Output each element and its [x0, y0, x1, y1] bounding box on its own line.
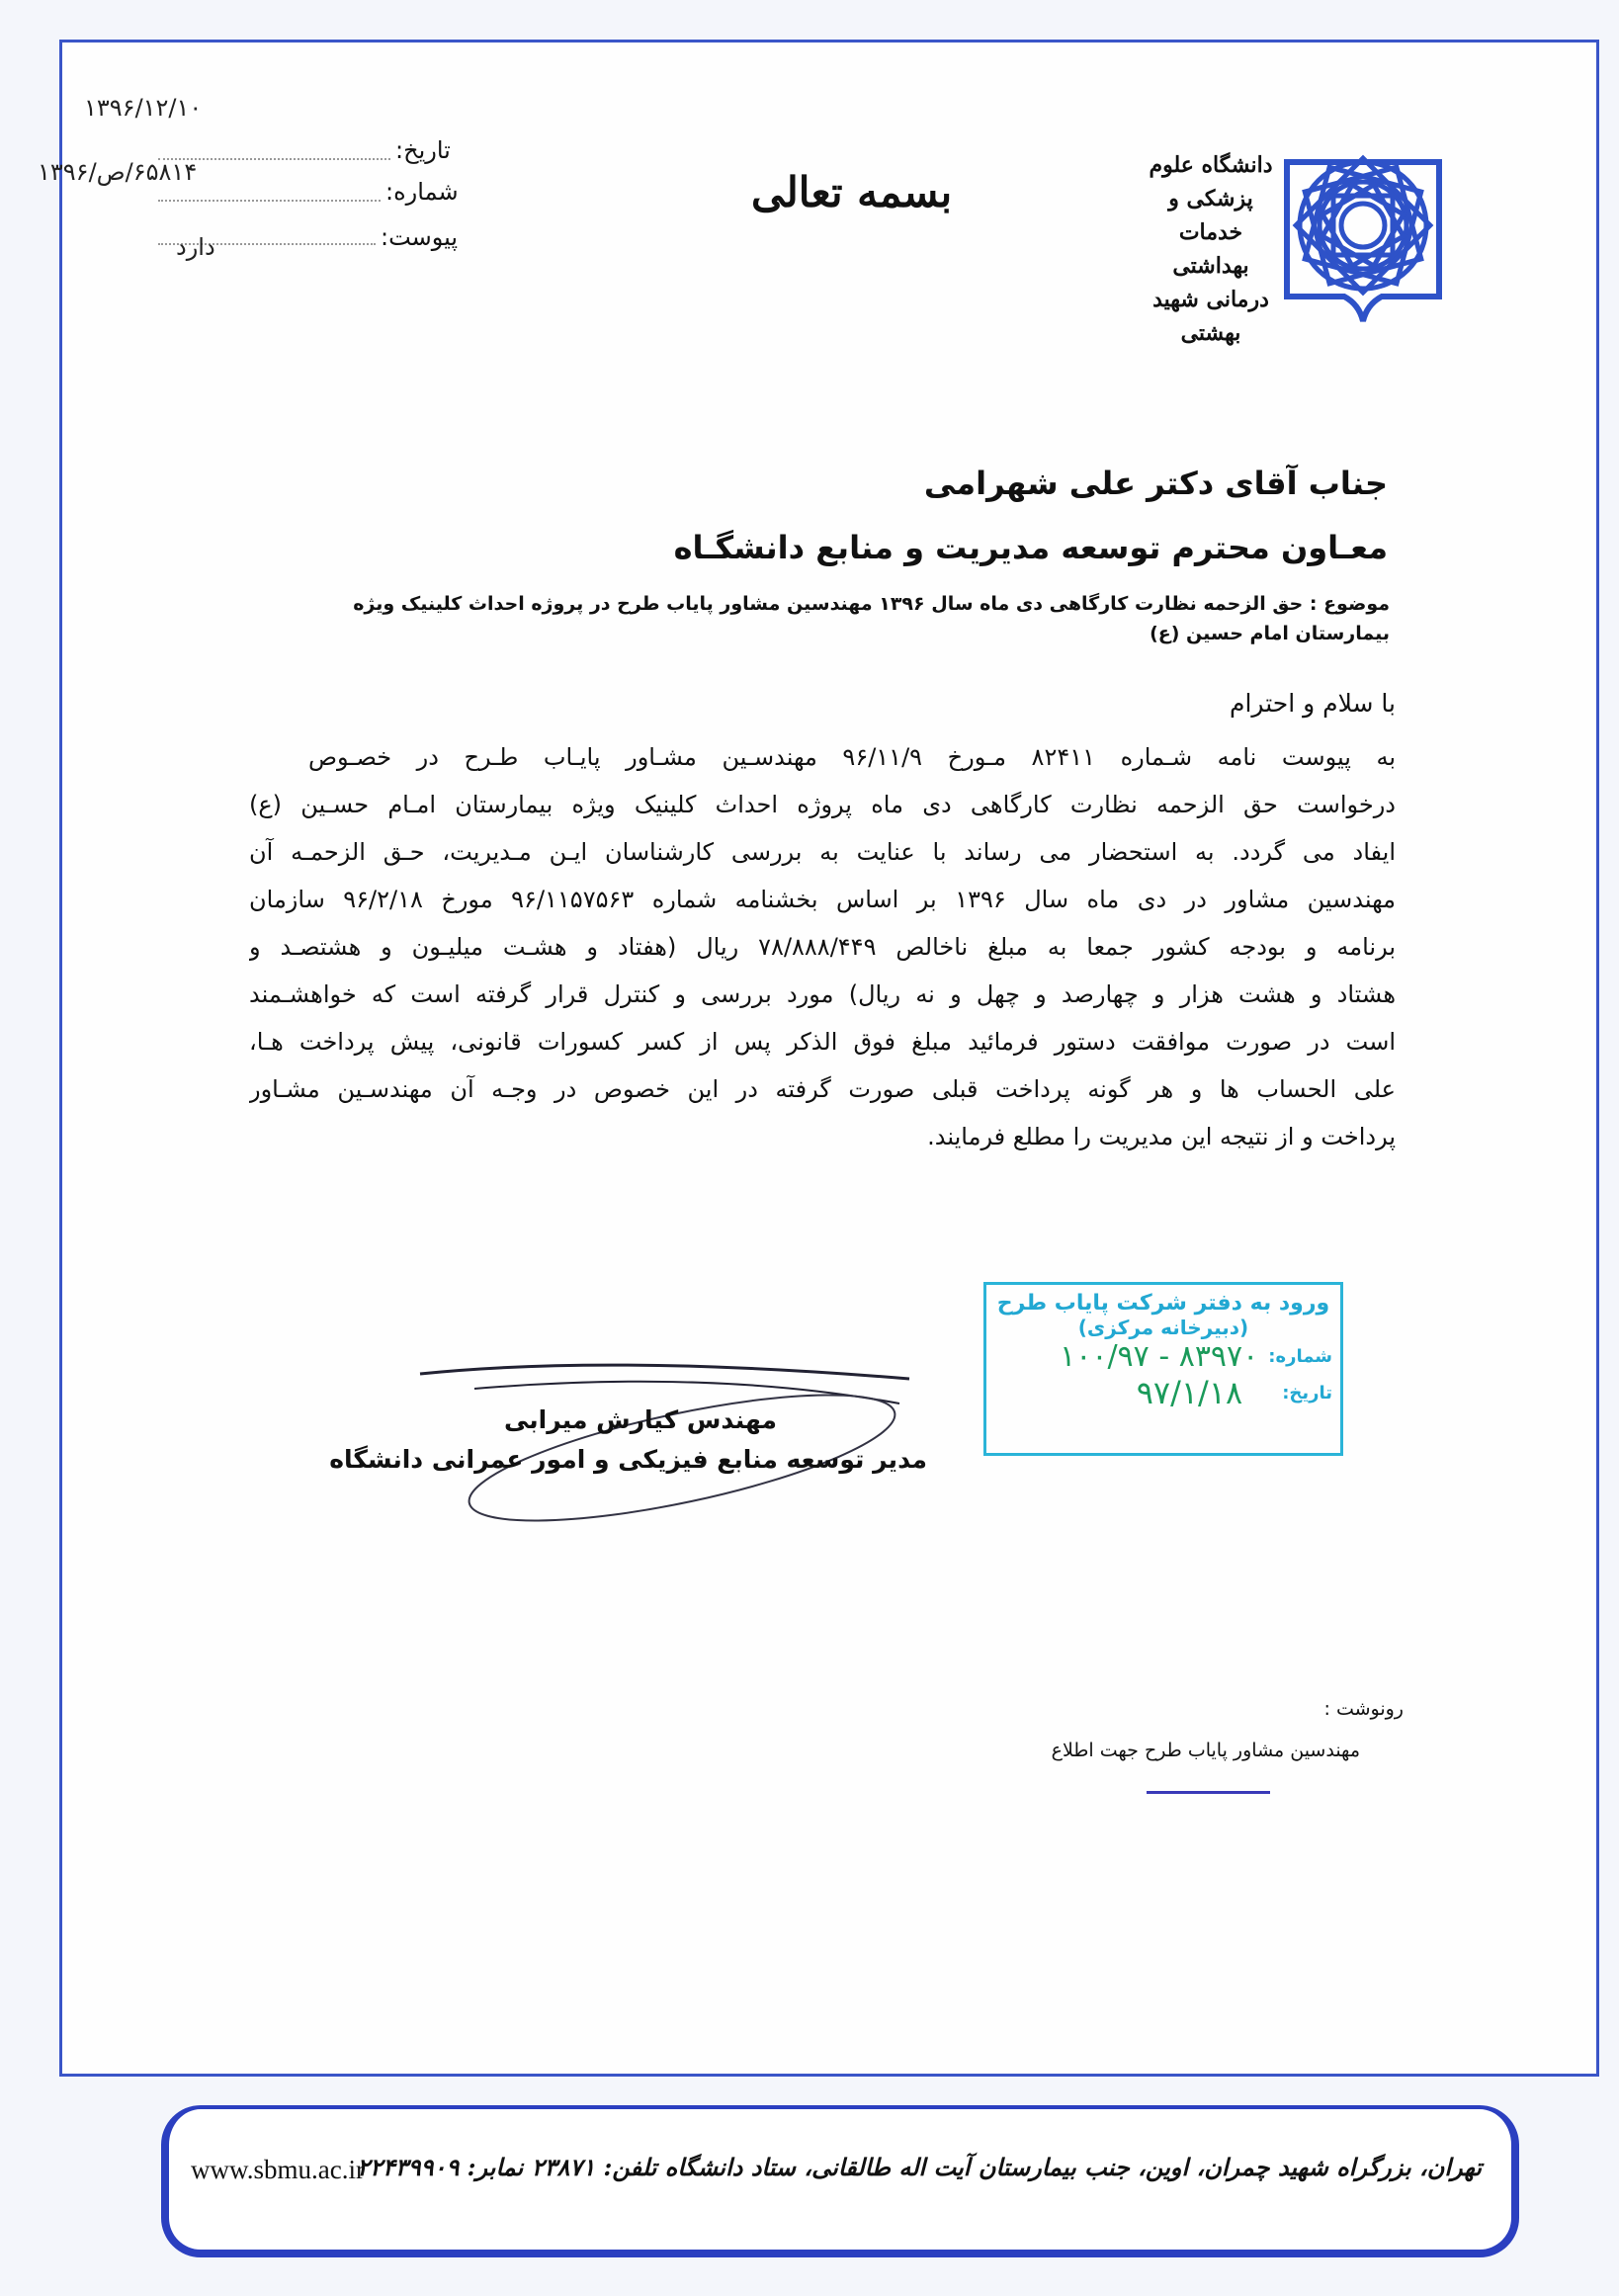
stamp-subtitle: (دبیرخانه مرکزی): [1077, 1316, 1249, 1339]
signatory-title: مدیر توسعه منابع فیزیکی و امور عمرانی دانشگاه: [329, 1445, 927, 1474]
rosette-emblem-icon: [1283, 128, 1443, 326]
logo-text: دانشگاه علوم پزشکی و خدمات بهداشتی درمانی شهید بهشتی: [1149, 152, 1273, 346]
number-line: [158, 200, 381, 202]
stamp-date-value: ۹۷/۱/۱۸: [1136, 1374, 1243, 1411]
signature-scribble-icon: [415, 1344, 929, 1542]
number-value: ۶۵۸۱۴/ص/۱۳۹۶: [38, 158, 198, 186]
cc-item-text: مهندسین مشاور پایاب طرح جهت اطلاع: [1051, 1740, 1360, 1761]
date-label: تاریخ:: [395, 136, 451, 164]
greeting: با سلام و احترام: [1230, 689, 1396, 718]
subject-line: موضوع : حق الزحمه نظارت کارگاهی دی ماه سال ۱۳۹۶ مهندسین مشاور پایاب طرح در پروژه احداث کلینیک ویژه بیمارستان امام حسین (ع): [353, 593, 1390, 644]
cc-item: [1052, 1740, 1360, 1761]
signatory-name: مهندس کیارش میرابی: [503, 1405, 777, 1434]
body-line: به پیوست نامه شـماره ۸۲۴۱۱ مـورخ ۹۶/۱۱/۹ مهندسـین مشـاور پایـاب طـرح در خصـوص: [308, 743, 1396, 771]
invocation: بسمه تعالی: [751, 168, 953, 216]
date-value: ۱۳۹۶/۱۲/۱۰: [84, 94, 203, 122]
body-line: مهندسین مشاور در دی ماه سال ۱۳۹۶ بر اساس بخشنامه شماره ۹۶/۱۱۵۷۵۶۳ مورخ ۹۶/۲/۱۸ سازمان: [249, 886, 1396, 913]
body-line: پرداخت و از نتیجه این مدیریت را مطلع فرمایند.: [927, 1123, 1396, 1150]
footer-address: تهران، بزرگراه شهید چمران، اوین، جنب بیمارستان آیت اله طالقانی، ستاد دانشگاه تلفن: ۲۳۸۷۱ نمابر: ۲۲۴۳۹۹۰۹: [357, 2153, 1482, 2181]
letterhead-footer: [161, 2105, 1519, 2257]
cc-underline: [1147, 1791, 1270, 1794]
body-line: هشتاد و هشت هزار و چهارصد و چهل و نه ریال) مورد بررسی و کنترل قرار گرفته است که خواهشـمند: [249, 980, 1396, 1008]
stamp-number-label: شماره:: [1268, 1346, 1332, 1367]
stamp-number-value: ۸۳۹۷۰ - ۱۰۰/۹۷: [1060, 1339, 1259, 1374]
attachment-label: پیوست:: [381, 223, 459, 251]
recipient-title: معـاون محترم توسعه مدیریت و منابع دانشگـاه: [673, 529, 1388, 566]
body-line: است در صورت موافقت دستور فرمائید مبلغ فوق الذکر پس از کسر کسورات قانونی، پیش پرداخت هـا،: [249, 1028, 1396, 1056]
stamp-title: ورود به دفتر شرکت پایاب طرح: [996, 1291, 1330, 1316]
body-line: ایفاد می گردد. به استحضار می رساند با عنایت به بررسی کارشناسان ایـن مـدیریت، حـق الزحمـه آن: [249, 838, 1396, 866]
footer-website: www.sbmu.ac.ir: [191, 2155, 365, 2184]
recipient-name: جناب آقای دکتر علی شهرامی: [923, 465, 1388, 502]
stamp-date-label: تاریخ:: [1282, 1382, 1332, 1403]
body-line: درخواست حق الزحمه نظارت کارگاهی دی ماه پروژه احداث کلینیک ویژه بیمارستان امـام حسـین (ع): [249, 791, 1396, 818]
attachment-value: دارد: [176, 233, 215, 261]
university-logo: [1283, 128, 1443, 326]
body-line: علی الحساب ها و هر گونه پرداخت قبلی صورت گرفته در این خصوص در وجـه آن مهندسـین مشـاور: [249, 1075, 1396, 1103]
letter-frame: [59, 40, 1599, 2077]
cc-label: رونوشت :: [1323, 1698, 1404, 1720]
receipt-stamp: [983, 1282, 1343, 1456]
number-label: شماره:: [385, 178, 459, 206]
body-line: برنامه و بودجه کشور جمعا به مبلغ ناخالص ۷۸/۸۸۸/۴۴۹ ریال (هفتاد و هشـت میلیـون و هشتصـد و: [249, 933, 1396, 961]
